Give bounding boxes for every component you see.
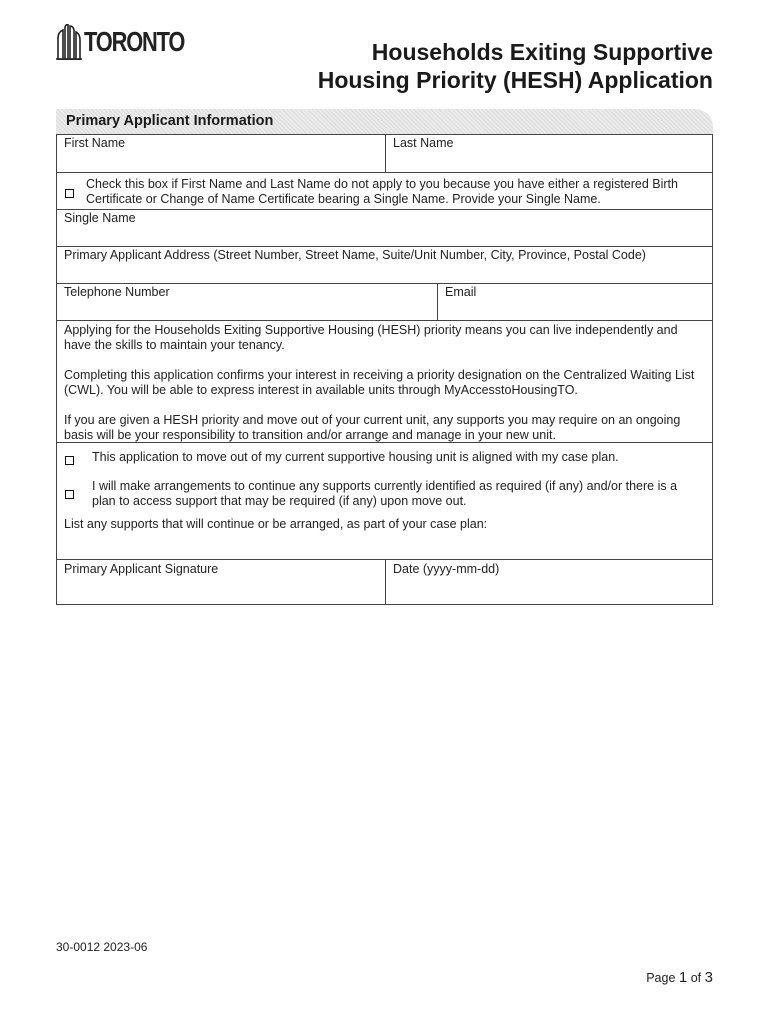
page-indicator	[646, 969, 713, 986]
section-header	[56, 109, 713, 134]
arrangements-check-text	[92, 479, 677, 509]
email-field[interactable]	[438, 284, 712, 320]
para-3	[64, 413, 680, 443]
applicant-form	[56, 134, 713, 605]
case-plan-check-text: This application to move out of my current supportive housing unit is aligned with my case plan.	[92, 450, 619, 464]
page-title	[318, 38, 713, 94]
single-name-checkbox[interactable]	[65, 189, 74, 198]
signature-field[interactable]	[57, 560, 385, 605]
page-total: 3	[704, 969, 713, 986]
last-name-label: Last Name	[393, 136, 454, 150]
para-1-line-1: Applying for the Households Exiting Supportive Housing (HESH) priority means you can live independently and	[64, 323, 678, 337]
page-label: Page	[646, 971, 676, 985]
single-name-check-row	[57, 173, 712, 210]
form-code: 30-0012 2023-06	[56, 940, 148, 954]
single-name-check-text-2: Certificate or Change of Name Certificate bearing a Single Name. Provide your Single Name.	[86, 192, 601, 206]
title-line-2: Housing Priority (HESH) Application	[317, 67, 713, 93]
single-name-row[interactable]	[57, 210, 712, 247]
arrangements-checkbox[interactable]	[65, 490, 74, 499]
case-plan-checkbox[interactable]	[65, 456, 74, 465]
signature-row	[57, 560, 712, 605]
toronto-city-hall-icon	[56, 24, 82, 60]
info-paragraphs	[57, 321, 712, 443]
first-name-label: First Name	[64, 136, 126, 150]
name-row	[57, 135, 712, 173]
para-3-line-1: If you are given a HESH priority and move out of your current unit, any supports you may require on an ongoing	[64, 413, 681, 427]
address-row[interactable]	[57, 247, 712, 284]
section-title: Primary Applicant Information	[66, 113, 274, 129]
case-plan-section	[57, 443, 712, 560]
page-current: 1	[678, 969, 688, 986]
date-field[interactable]	[386, 560, 712, 605]
telephone-field[interactable]	[57, 284, 437, 320]
contact-row	[57, 284, 712, 321]
para-2-line-2: (CWL). You will be able to express interest in available units through MyAccesstoHousingTO.	[64, 383, 578, 397]
arrangements-line-1: I will make arrangements to continue any supports currently identified as required (if any) and/or there is a	[92, 479, 678, 493]
address-label: Primary Applicant Address (Street Number, Street Name, Suite/Unit Number, City, Province, Postal Code)	[64, 248, 646, 262]
city-logo	[56, 22, 212, 62]
para-3-line-2: basis will be your responsibility to transition and/or arrange and manage in your new unit.	[64, 428, 556, 442]
signature-label: Primary Applicant Signature	[64, 562, 219, 576]
list-supports-label: List any supports that will continue or be arranged, as part of your case plan:	[64, 517, 488, 531]
logo-wordmark: TORONTO	[84, 26, 185, 57]
para-2	[64, 368, 694, 398]
single-name-label: Single Name	[64, 211, 136, 225]
list-supports-field[interactable]	[64, 533, 705, 557]
email-label: Email	[445, 285, 477, 299]
arrangements-line-2: plan to access support that may be required (if any) upon move out.	[92, 494, 467, 508]
last-name-field[interactable]	[386, 135, 712, 172]
para-1-line-2: have the skills to maintain your tenancy.	[64, 338, 285, 352]
single-name-check-text-1: Check this box if First Name and Last Name do not apply to you because you have either a registered Birth	[86, 177, 678, 191]
first-name-field[interactable]	[57, 135, 385, 172]
telephone-label: Telephone Number	[64, 285, 170, 299]
date-label: Date (yyyy-mm-dd)	[393, 562, 500, 576]
title-line-1: Households Exiting Supportive	[371, 39, 713, 65]
page-of: of	[690, 971, 702, 985]
para-2-line-1: Completing this application confirms your interest in receiving a priority designation on the Centralized Waiting List	[64, 368, 695, 382]
para-1	[64, 323, 678, 353]
